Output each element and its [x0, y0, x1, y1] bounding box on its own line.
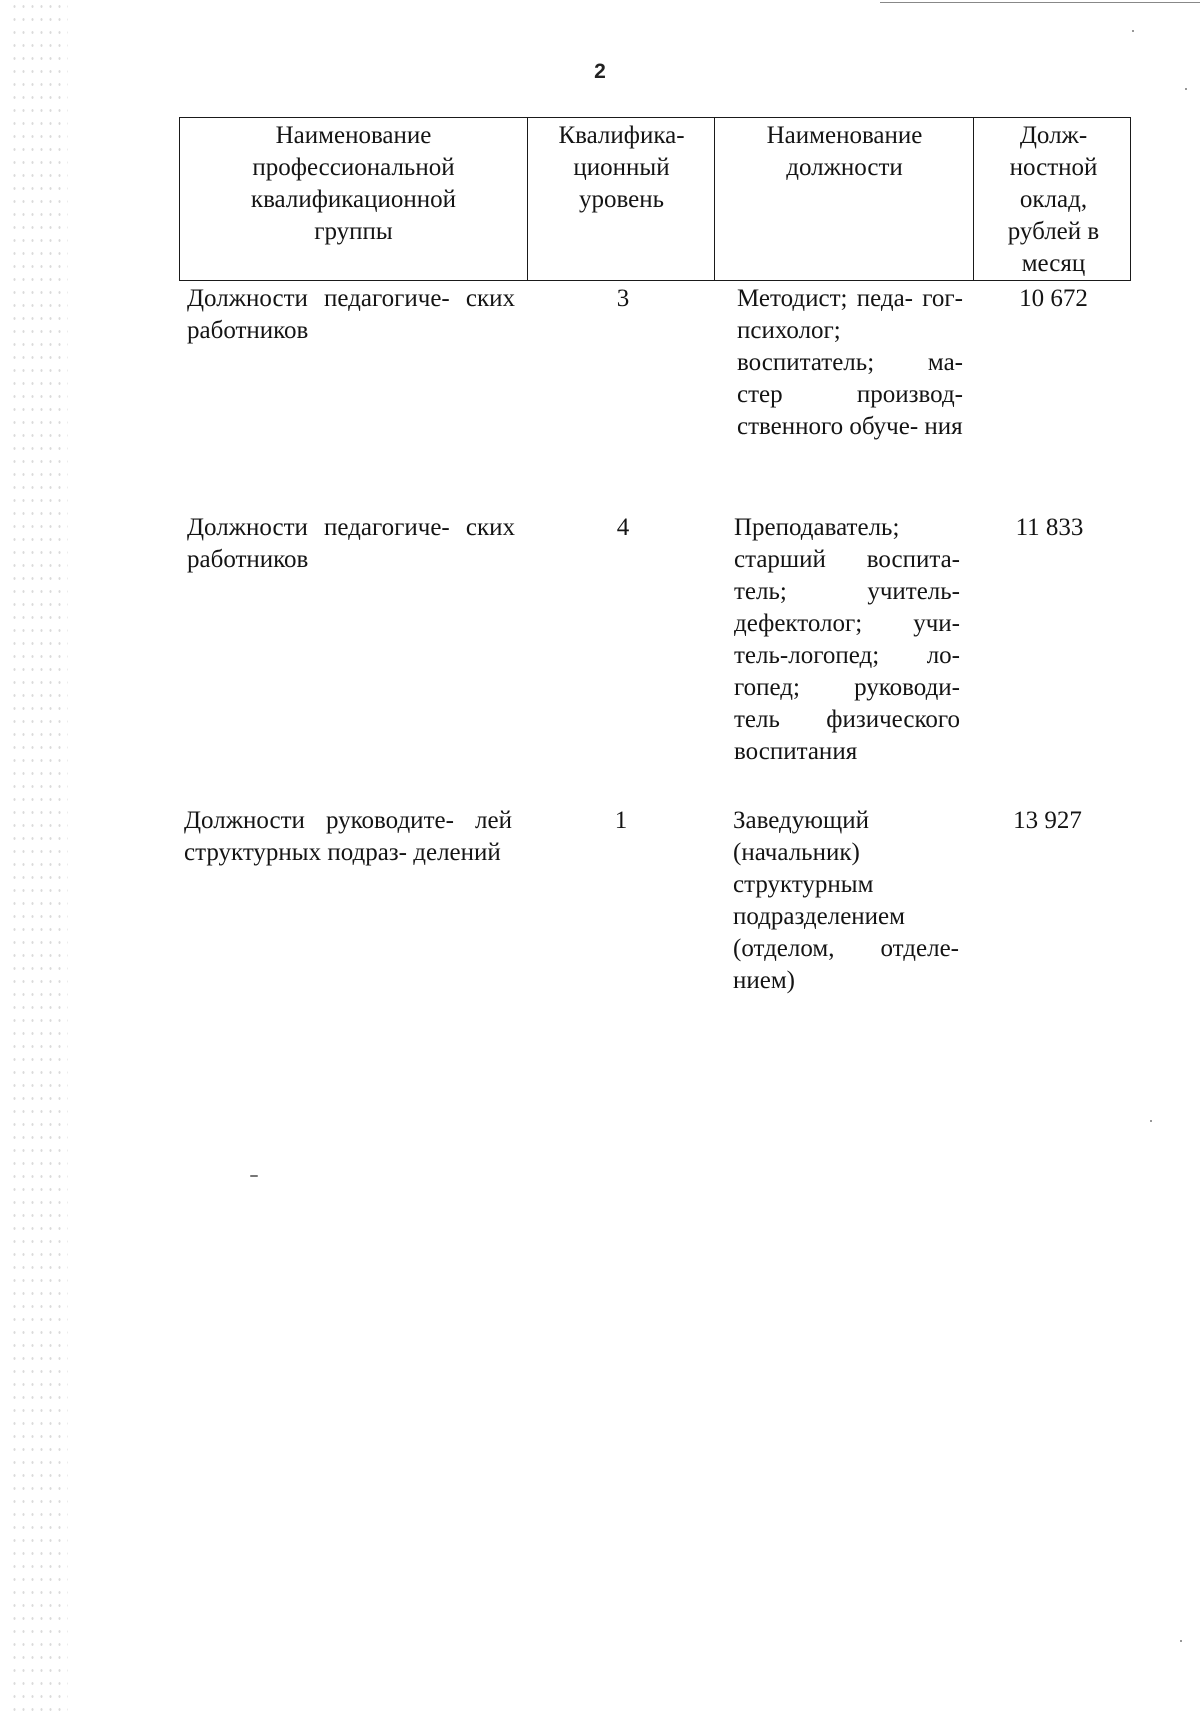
row-salary: 10 672 [1019, 285, 1088, 312]
row-positions: Заведующий (начальник) структурным подразделением (отделом, отделе- нием) [733, 807, 959, 994]
column-divider [973, 118, 974, 280]
row-positions: Преподаватель; старший воспита- тель; учитель- дефектолог; учи- тель-логопед; ло- гопед; руководи- тель физического воспитания [734, 514, 960, 765]
column-divider [714, 118, 715, 280]
header-position-name: Наименование должности [766, 122, 923, 181]
scan-speck [250, 1175, 258, 1177]
header-group-name: Наименование профессиональной квалификационной группы [250, 122, 457, 245]
row-level: 4 [616, 514, 630, 541]
row-level: 3 [616, 285, 630, 312]
row-positions: Методист; педа- гог-психолог; воспитатель; ма- стер производ- ственного обуче- ния [737, 285, 963, 440]
row-salary: 11 833 [1015, 514, 1084, 541]
header-qualification-level: Квалифика- ционный уровень [558, 122, 685, 213]
scan-speck [1185, 88, 1187, 90]
column-divider [527, 118, 528, 280]
table-header [179, 117, 1131, 281]
scan-speck [1180, 1640, 1182, 1642]
scan-noise-left-edge [10, 0, 68, 1714]
scan-speck [1132, 30, 1134, 32]
page-number: 2 [594, 60, 606, 83]
row-group-name: Должности руководите- лей структурных подраз- делений [184, 807, 512, 866]
scan-speck [1150, 1120, 1152, 1122]
row-salary: 13 927 [1013, 807, 1082, 834]
scan-edge-top-line [880, 2, 1200, 3]
row-group-name: Должности педагогиче- ских работников [187, 514, 515, 573]
row-group-name: Должности педагогиче- ских работников [187, 285, 515, 344]
header-salary: Долж- ностной оклад, рублей в месяц [1007, 122, 1100, 277]
row-level: 1 [614, 807, 628, 834]
